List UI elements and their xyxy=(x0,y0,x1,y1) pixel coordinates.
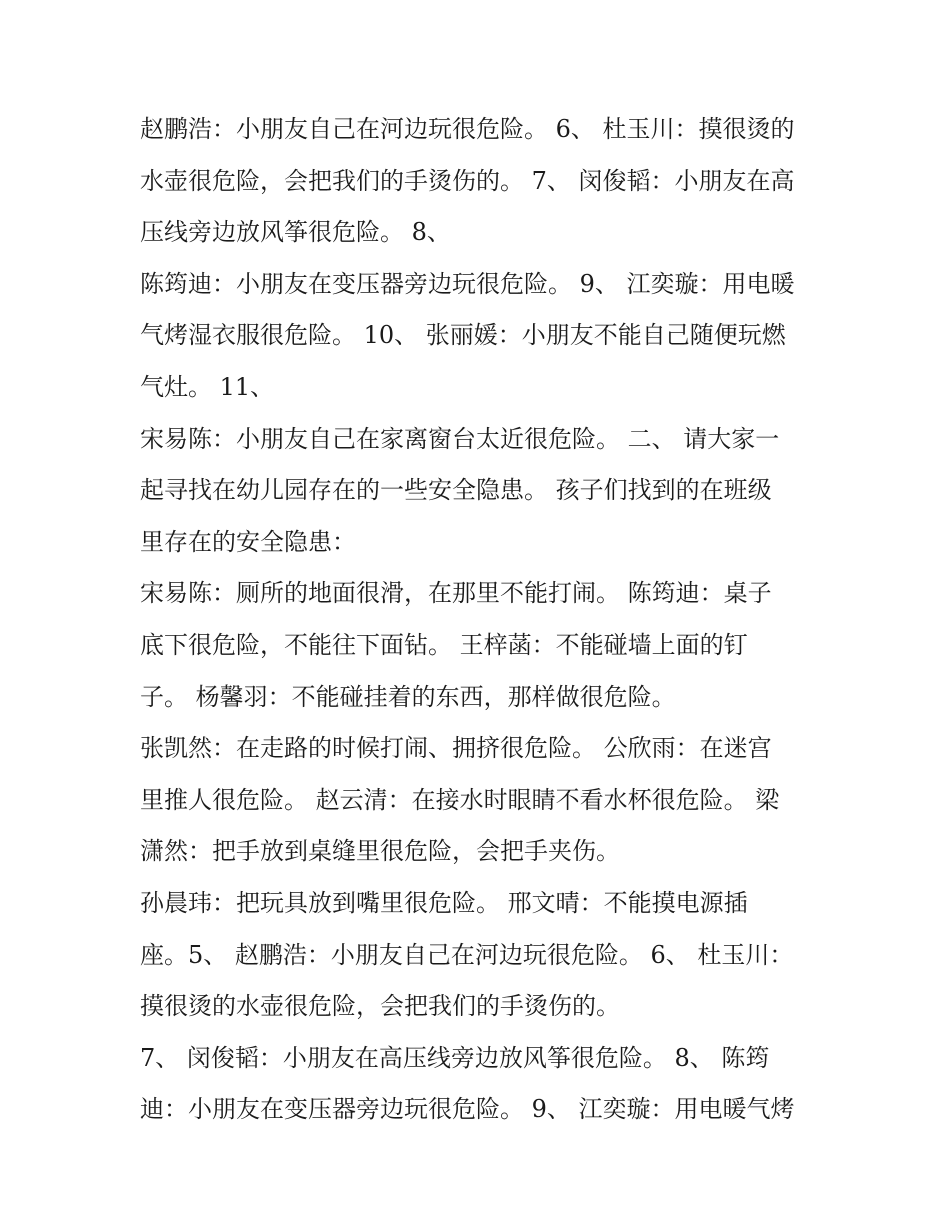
text-line: 里推人很危险。 赵云清：在接水时眼睛不看水杯很危险。 梁 xyxy=(140,785,780,814)
text-line: 里存在的安全隐患： xyxy=(140,527,356,556)
text-line: 座。5、 赵鹏浩：小朋友自己在河边玩很危险。 6、 杜玉川： xyxy=(140,940,794,969)
text-line: 水壶很危险，会把我们的手烫伤的。 7、 闵俊韬：小朋友在高 xyxy=(140,166,795,195)
text-line: 孙晨玮：把玩具放到嘴里很危险。 邢文晴：不能摸电源插 xyxy=(140,888,748,917)
text-line: 子。 杨馨羽：不能碰挂着的东西，那样做很危险。 xyxy=(140,682,676,711)
text-line: 底下很危险，不能往下面钻。 王梓菡：不能碰墙上面的钉 xyxy=(140,630,748,659)
text-line: 赵鹏浩：小朋友自己在河边玩很危险。 6、 杜玉川：摸很烫的 xyxy=(140,115,795,143)
document-body xyxy=(140,104,820,1136)
text-line: 7、 闵俊韬：小朋友在高压线旁边放风筝很危险。 8、 陈筠 xyxy=(140,1043,770,1072)
text-line: 潇然：把手放到桌缝里很危险，会把手夹伤。 xyxy=(140,837,620,866)
text-line: 陈筠迪：小朋友在变压器旁边玩很危险。 9、 江奕璇：用电暖 xyxy=(140,269,795,298)
text-line: 摸很烫的水壶很危险，会把我们的手烫伤的。 xyxy=(140,992,620,1021)
text-line: 宋易陈：小朋友自己在家离窗台太近很危险。 二、 请大家一 xyxy=(140,424,780,453)
text-line: 压线旁边放风筝很危险。 8、 xyxy=(140,218,451,247)
text-line: 气烤湿衣服很危险。 10、 张丽媛：小朋友不能自己随便玩燃 xyxy=(140,321,786,350)
text-line: 张凯然：在走路的时候打闹、拥挤很危险。 公欣雨：在迷宫 xyxy=(140,734,772,763)
text-line: 宋易陈：厕所的地面很滑，在那里不能打闹。 陈筠迪：桌子 xyxy=(140,579,772,608)
text-line: 迪：小朋友在变压器旁边玩很危险。 9、 江奕璇：用电暖气烤 xyxy=(140,1095,795,1124)
text-line: 气灶。 11、 xyxy=(140,372,275,401)
text-line: 起寻找在幼儿园存在的一些安全隐患。 孩子们找到的在班级 xyxy=(140,476,772,505)
